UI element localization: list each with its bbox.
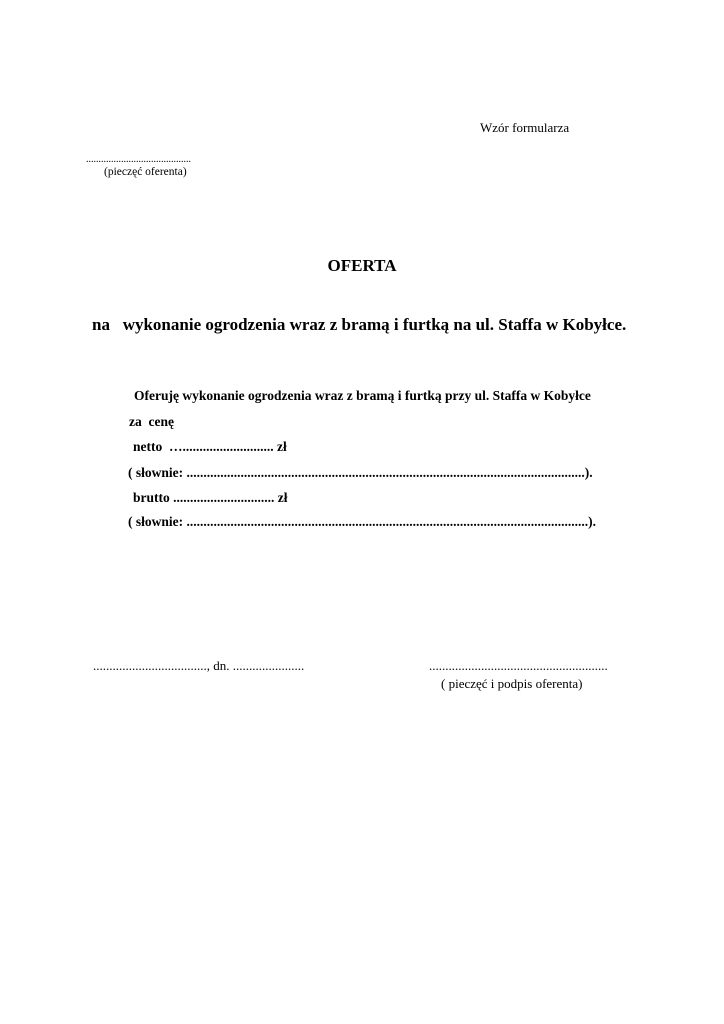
net-price-words-line: ( słownie: ......................................................................................................................). <box>128 465 593 480</box>
stamp-caption: (pieczęć oferenta) <box>104 166 187 178</box>
stamp-dotted-line: .......................................... <box>86 154 191 165</box>
form-template-label: Wzór formularza <box>480 120 570 135</box>
offer-intro: Oferuję wykonanie ogrodzenia wraz z bramą i furtką przy ul. Staffa w Kobyłce <box>134 388 591 403</box>
price-label: za cenę <box>129 414 174 429</box>
document-title: OFERTA <box>327 256 397 275</box>
gross-price-words-line: ( słownie: .......................................................................................................................). <box>128 514 596 529</box>
place-date-line: ..................................., dn. ...................... <box>93 658 305 673</box>
net-price-line: netto …........................... zł <box>133 439 287 454</box>
signature-dotted-line: ....................................................... <box>429 658 608 673</box>
gross-price-line: brutto .............................. zł <box>133 490 288 505</box>
document-subtitle: na wykonanie ogrodzenia wraz z bramą i furtką na ul. Staffa w Kobyłce. <box>92 315 627 334</box>
signature-caption: ( pieczęć i podpis oferenta) <box>441 676 583 691</box>
